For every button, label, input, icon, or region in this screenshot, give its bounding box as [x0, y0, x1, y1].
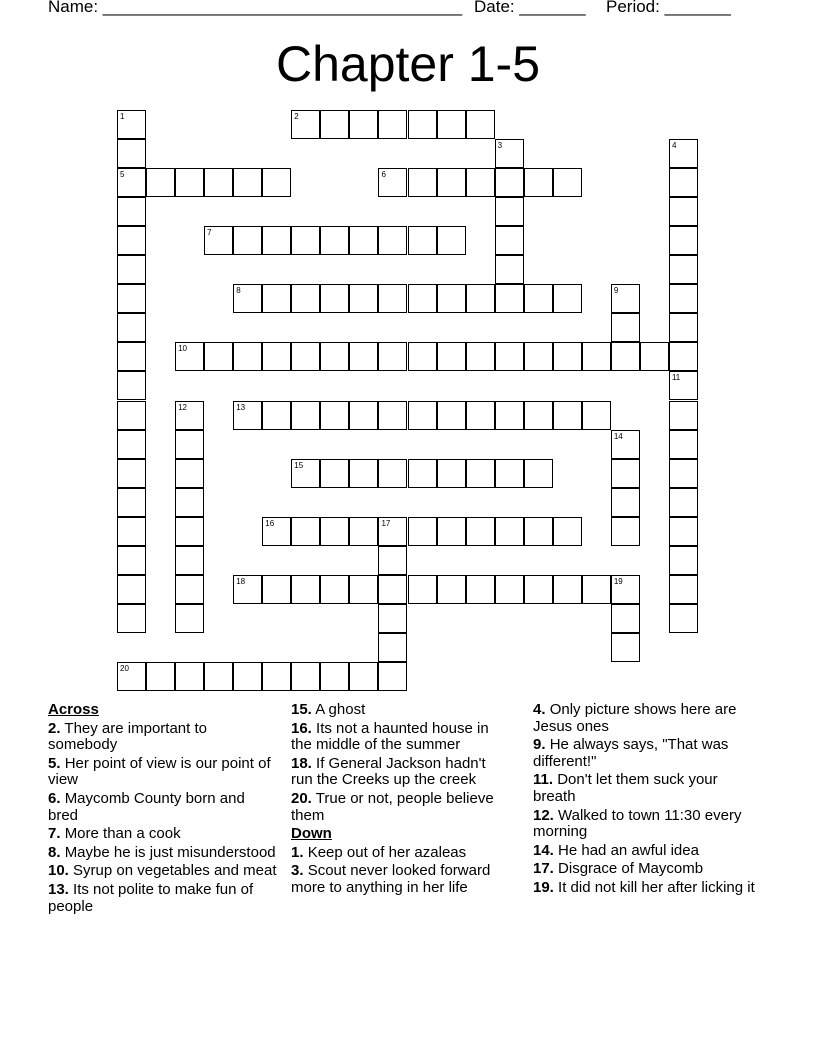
grid-cell[interactable] [117, 546, 146, 575]
grid-cell[interactable] [524, 168, 553, 197]
grid-cell[interactable] [262, 662, 291, 691]
grid-cell[interactable] [437, 401, 466, 430]
grid-cell[interactable] [204, 168, 233, 197]
grid-cell[interactable] [378, 517, 407, 546]
grid-cell[interactable] [146, 168, 175, 197]
grid-cell[interactable] [146, 662, 175, 691]
grid-cell[interactable] [524, 284, 553, 313]
grid-cell[interactable] [233, 226, 262, 255]
clue-across-8: 8. Maybe he is just misunderstood [48, 843, 276, 861]
grid-cell[interactable] [495, 342, 524, 371]
clue-number: 6 [381, 170, 386, 180]
grid-cell[interactable] [611, 517, 640, 546]
grid-cell[interactable] [640, 342, 669, 371]
grid-cell[interactable] [553, 517, 582, 546]
grid-cell[interactable] [437, 284, 466, 313]
grid-cell[interactable] [466, 168, 495, 197]
clue-column-2 [291, 702, 511, 899]
grid-cell[interactable] [175, 662, 204, 691]
clue-down-19: 19. It did not kill her after licking it [533, 878, 755, 896]
grid-cell[interactable] [408, 459, 437, 488]
grid-cell[interactable] [669, 168, 698, 197]
grid-cell[interactable] [117, 110, 146, 139]
grid-cell[interactable] [378, 284, 407, 313]
grid-cell[interactable] [262, 575, 291, 604]
grid-cell[interactable] [291, 517, 320, 546]
page-title: Chapter 1-5 [275, 36, 541, 92]
grid-cell[interactable] [437, 342, 466, 371]
clue-down-1: 1. Keep out of her azaleas [291, 843, 467, 861]
grid-cell[interactable] [117, 197, 146, 226]
grid-cell[interactable] [117, 371, 146, 400]
grid-cell[interactable] [175, 575, 204, 604]
grid-cell[interactable] [582, 401, 611, 430]
grid-cell[interactable] [495, 401, 524, 430]
grid-cell[interactable] [117, 168, 146, 197]
grid-cell[interactable] [117, 488, 146, 517]
grid-cell[interactable] [320, 110, 349, 139]
grid-cell[interactable] [175, 517, 204, 546]
grid-cell[interactable] [204, 226, 233, 255]
grid-cell[interactable] [262, 517, 291, 546]
grid-cell[interactable] [669, 139, 698, 168]
clue-across-7: 7. More than a cook [48, 825, 181, 843]
grid-cell[interactable] [175, 168, 204, 197]
grid-cell[interactable] [378, 575, 407, 604]
clue-across-20: 20. True or not, people believe them [291, 789, 494, 824]
grid-cell[interactable] [349, 342, 378, 371]
grid-cell[interactable] [320, 575, 349, 604]
clue-number: 10 [178, 344, 187, 354]
grid-cell[interactable] [117, 517, 146, 546]
grid-cell[interactable] [378, 604, 407, 633]
grid-cell[interactable] [437, 575, 466, 604]
clue-number: 17 [381, 518, 391, 528]
grid-cell[interactable] [669, 401, 698, 430]
clue-down-11: 11. Don't let them suck your breath [533, 771, 718, 805]
grid-cell[interactable] [117, 284, 146, 313]
grid-cell[interactable] [262, 401, 291, 430]
grid-cell[interactable] [262, 168, 291, 197]
grid-cell[interactable] [262, 284, 291, 313]
grid-cell[interactable] [408, 168, 437, 197]
grid-cell[interactable] [466, 517, 495, 546]
grid-cell[interactable] [669, 575, 698, 604]
clue-across-2: 2. They are important to somebody [48, 719, 207, 754]
grid-cell[interactable] [611, 575, 640, 604]
clue-column-1 [48, 702, 278, 917]
grid-cell[interactable] [669, 226, 698, 255]
grid-cell[interactable] [611, 488, 640, 517]
name-field: Name: ______________________________________ [48, 0, 463, 16]
clue-number: 1 [120, 112, 125, 121]
grid-cell[interactable] [117, 575, 146, 604]
clue-number: 7 [207, 228, 212, 238]
grid-cell[interactable] [262, 342, 291, 371]
grid-cell[interactable] [611, 313, 640, 342]
grid-cell[interactable] [495, 226, 524, 255]
grid-cell[interactable] [233, 342, 262, 371]
grid-cell[interactable] [553, 575, 582, 604]
clue-number: 12 [178, 402, 187, 412]
grid-cell[interactable] [117, 662, 146, 691]
grid-cell[interactable] [117, 342, 146, 371]
grid-cell[interactable] [349, 575, 378, 604]
grid-cell[interactable] [611, 284, 640, 313]
grid-cell[interactable] [378, 662, 407, 691]
grid-cell[interactable] [378, 401, 407, 430]
clue-across-16: 16. Its not a haunted house in the middle of the summer [291, 719, 489, 754]
grid-cell[interactable] [349, 459, 378, 488]
grid-cell[interactable] [349, 662, 378, 691]
grid-cell[interactable] [466, 401, 495, 430]
grid-cell[interactable] [408, 575, 437, 604]
grid-cell[interactable] [233, 575, 262, 604]
grid-cell[interactable] [320, 459, 349, 488]
clue-across-13: 13. Its not polite to make fun of people [48, 880, 254, 915]
clue-down-3: 3. Scout never looked forward more to anything in her life [291, 862, 491, 896]
grid-cell[interactable] [553, 284, 582, 313]
grid-cell[interactable] [320, 342, 349, 371]
grid-cell[interactable] [175, 546, 204, 575]
grid-cell[interactable] [378, 226, 407, 255]
grid-cell[interactable] [378, 342, 407, 371]
grid-cell[interactable] [233, 401, 262, 430]
clue-number: 11 [671, 373, 681, 383]
grid-cell[interactable] [233, 284, 262, 313]
grid-cell[interactable] [291, 110, 320, 139]
clue-across-6: 6. Maycomb County born and bred [48, 789, 245, 824]
grid-cell[interactable] [669, 546, 698, 575]
grid-cell[interactable] [495, 168, 524, 197]
grid-cell[interactable] [117, 139, 146, 168]
grid-cell[interactable] [669, 197, 698, 226]
grid-cell[interactable] [669, 488, 698, 517]
clue-number: 15 [294, 460, 304, 470]
grid-cell[interactable] [495, 459, 524, 488]
grid-cell[interactable] [320, 662, 349, 691]
clue-column-3 [533, 702, 763, 899]
grid-cell[interactable] [466, 459, 495, 488]
grid-cell[interactable] [669, 313, 698, 342]
grid-cell[interactable] [204, 662, 233, 691]
grid-cell[interactable] [378, 633, 407, 662]
grid-cell[interactable] [117, 226, 146, 255]
grid-cell[interactable] [291, 662, 320, 691]
grid-cell[interactable] [175, 604, 204, 633]
grid-cell[interactable] [524, 401, 553, 430]
grid-cell[interactable] [378, 168, 407, 197]
grid-cell[interactable] [669, 284, 698, 313]
grid-cell[interactable] [437, 226, 466, 255]
grid-cell[interactable] [466, 575, 495, 604]
grid-cell[interactable] [437, 110, 466, 139]
grid-cell[interactable] [524, 459, 553, 488]
period-field: Period: _______ [606, 0, 731, 16]
grid-cell[interactable] [495, 575, 524, 604]
grid-cell[interactable] [175, 459, 204, 488]
grid-cell[interactable] [320, 401, 349, 430]
grid-cell[interactable] [378, 546, 407, 575]
grid-cell[interactable] [349, 517, 378, 546]
grid-cell[interactable] [233, 168, 262, 197]
grid-cell[interactable] [669, 459, 698, 488]
grid-cell[interactable] [175, 430, 204, 459]
grid-cell[interactable] [495, 139, 524, 168]
grid-cell[interactable] [495, 197, 524, 226]
grid-cell[interactable] [233, 662, 262, 691]
grid-cell[interactable] [553, 401, 582, 430]
clue-number: 19 [613, 576, 623, 586]
clue-down-4: 4. Only picture shows here are Jesus ones [533, 701, 737, 735]
clue-across-15: 15. A ghost [291, 701, 366, 718]
grid-cell[interactable] [611, 604, 640, 633]
grid-cell[interactable] [466, 284, 495, 313]
grid-cell[interactable] [582, 342, 611, 371]
grid-cell[interactable] [117, 401, 146, 430]
date-field: Date: _______ [474, 0, 586, 16]
grid-cell[interactable] [291, 401, 320, 430]
grid-cell[interactable] [437, 459, 466, 488]
grid-cell[interactable] [669, 430, 698, 459]
clue-number: 18 [236, 576, 246, 586]
grid-cell[interactable] [437, 168, 466, 197]
grid-cell[interactable] [611, 342, 640, 371]
grid-cell[interactable] [408, 401, 437, 430]
grid-cell[interactable] [669, 255, 698, 284]
grid-cell[interactable] [175, 401, 204, 430]
grid-cell[interactable] [669, 371, 698, 400]
grid-cell[interactable] [611, 430, 640, 459]
grid-cell[interactable] [349, 401, 378, 430]
clue-number: 5 [120, 170, 125, 180]
clue-number: 14 [613, 431, 623, 441]
grid-cell[interactable] [262, 226, 291, 255]
grid-cell[interactable] [408, 284, 437, 313]
grid-cell[interactable] [553, 342, 582, 371]
grid-cell[interactable] [204, 342, 233, 371]
grid-cell[interactable] [378, 110, 407, 139]
grid-cell[interactable] [175, 342, 204, 371]
clue-down-14: 14. He had an awful idea [533, 841, 699, 859]
clue-down-17: 17. Disgrace of Maycomb [533, 860, 704, 878]
grid-cell[interactable] [669, 517, 698, 546]
grid-cell[interactable] [466, 342, 495, 371]
grid-cell[interactable] [291, 226, 320, 255]
grid-cell[interactable] [524, 517, 553, 546]
grid-cell[interactable] [524, 342, 553, 371]
clue-number: 8 [236, 286, 241, 296]
grid-cell[interactable] [291, 575, 320, 604]
grid-cell[interactable] [408, 226, 437, 255]
grid-cell[interactable] [117, 430, 146, 459]
grid-cell[interactable] [320, 226, 349, 255]
clue-number: 20 [120, 663, 129, 673]
clue-across-5: 5. Her point of view is our point of view [48, 754, 271, 789]
grid-cell[interactable] [117, 459, 146, 488]
clue-across-10: 10. Syrup on vegetables and meat [48, 862, 277, 880]
grid-cell[interactable] [378, 459, 407, 488]
grid-cell[interactable] [582, 575, 611, 604]
down-heading: Down [291, 825, 332, 843]
grid-cell[interactable] [524, 575, 553, 604]
grid-cell[interactable] [408, 517, 437, 546]
grid-cell[interactable] [408, 342, 437, 371]
clue-down-12: 12. Walked to town 11:30 every morning [533, 806, 742, 841]
grid-cell[interactable] [349, 110, 378, 139]
grid-cell[interactable] [611, 459, 640, 488]
grid-cell[interactable] [349, 226, 378, 255]
grid-cell[interactable] [669, 342, 698, 371]
clue-across-18: 18. If General Jackson hadn't run the Creeks up the creek [291, 754, 486, 789]
across-heading: Across [48, 701, 99, 718]
grid-cell[interactable] [117, 604, 146, 633]
grid-cell[interactable] [495, 284, 524, 313]
grid-cell[interactable] [175, 488, 204, 517]
clue-number: 16 [265, 518, 275, 528]
grid-cell[interactable] [291, 284, 320, 313]
clue-number: 2 [294, 112, 299, 121]
grid-cell[interactable] [495, 255, 524, 284]
grid-cell[interactable] [320, 284, 349, 313]
clue-number: 3 [497, 141, 503, 151]
grid-cell[interactable] [291, 342, 320, 371]
clue-number: 13 [236, 402, 246, 412]
clue-down-9: 9. He always says, "That was different!" [533, 736, 729, 770]
grid-cell[interactable] [611, 633, 640, 662]
clue-number: 9 [613, 286, 619, 296]
grid-cell[interactable] [408, 110, 437, 139]
grid-cell[interactable] [437, 517, 466, 546]
grid-cell[interactable] [117, 313, 146, 342]
grid-cell[interactable] [669, 604, 698, 633]
grid-cell[interactable] [495, 517, 524, 546]
grid-cell[interactable] [117, 255, 146, 284]
grid-cell[interactable] [320, 517, 349, 546]
grid-cell[interactable] [553, 168, 582, 197]
grid-cell[interactable] [466, 110, 495, 139]
clue-number: 4 [671, 141, 677, 151]
grid-cell[interactable] [349, 284, 378, 313]
grid-cell[interactable] [291, 459, 320, 488]
